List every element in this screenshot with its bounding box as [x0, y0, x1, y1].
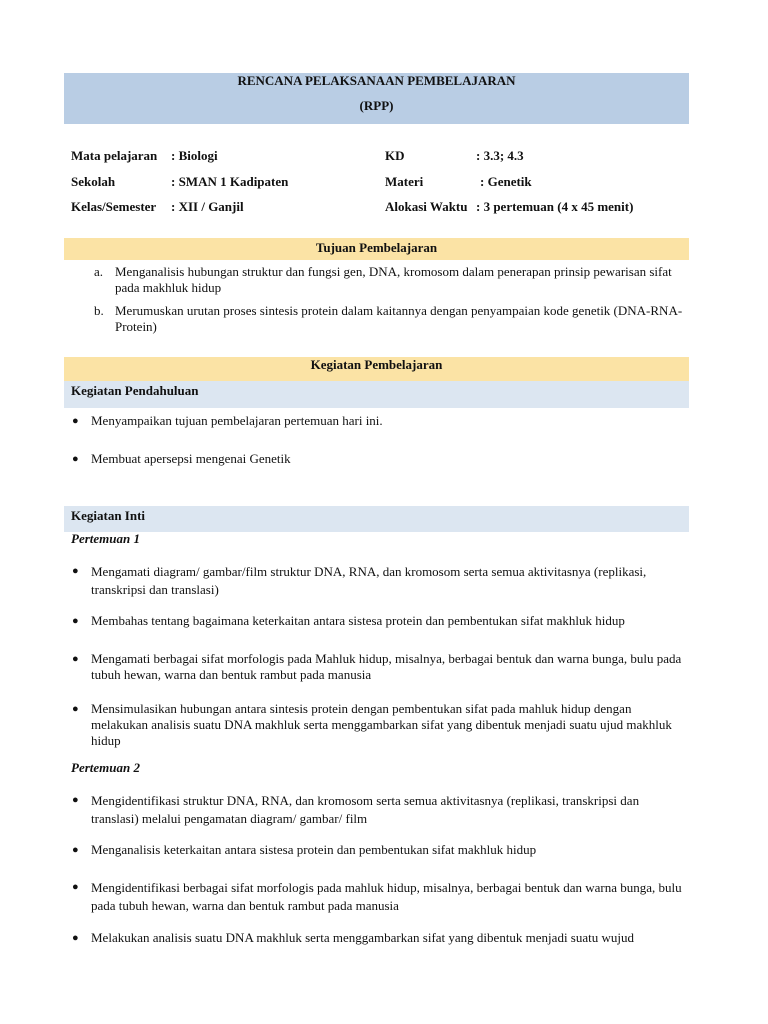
inti-heading: Kegiatan Inti	[64, 506, 689, 532]
bullet-icon: ●	[72, 794, 79, 806]
kegiatan-heading: Kegiatan Pembelajaran	[64, 357, 689, 381]
pendahuluan-heading: Kegiatan Pendahuluan	[64, 381, 689, 408]
list-item-text: Mengamati berbagai sifat morfologis pada Mahluk hidup, misalnya, berbagai bentuk dan warna bunga, bulu pada tubuh hewan, warna dan bentuk rambut pada manusia	[91, 651, 682, 682]
info-mapel-value: : Biologi	[171, 148, 218, 163]
info-materi-label: Materi	[385, 174, 424, 189]
bullet-icon: ●	[72, 565, 79, 577]
bullet-icon: ●	[72, 653, 79, 665]
bullet-icon: ●	[72, 881, 79, 893]
info-sekolah-value: : SMAN 1 Kadipaten	[171, 174, 289, 189]
list-item-text: Mengamati diagram/ gambar/film struktur DNA, RNA, dan kromosom serta semua aktivitasnya (replikasi, transkripsi dan translasi)	[91, 564, 647, 597]
bullet-icon: ●	[72, 703, 79, 715]
document-subtitle: (RPP)	[359, 98, 394, 113]
pertemuan-2-label: Pertemuan 2	[71, 760, 140, 775]
list-item-text: Membuat apersepsi mengenai Genetik	[91, 451, 291, 466]
info-materi-value: : Genetik	[480, 174, 532, 189]
bullet-icon: ●	[72, 615, 79, 627]
pertemuan-1-label: Pertemuan 1	[71, 531, 140, 546]
info-alokasi-label: Alokasi Waktu	[385, 199, 468, 214]
info-alokasi-value: : 3 pertemuan (4 x 45 menit)	[476, 199, 634, 214]
info-kd-value: : 3.3; 4.3	[476, 148, 524, 163]
info-kelas-label: Kelas/Semester	[71, 199, 157, 214]
list-item-text: Menganalisis keterkaitan antara sistesa protein dan pembentukan sifat makhluk hidup	[91, 842, 537, 857]
list-item-text: Menyampaikan tujuan pembelajaran pertemuan hari ini.	[91, 413, 383, 428]
bullet-icon: ●	[72, 844, 79, 856]
list-item-text: Mengidentifikasi struktur DNA, RNA, dan kromosom serta semua aktivitasnya (replikasi, transkripsi dan translasi) melalui pengamatan diagram/ gambar/ film	[91, 793, 640, 826]
tujuan-item-text: Menganalisis hubungan struktur dan fungsi gen, DNA, kromosom dalam penerapan prinsip pewarisan sifat pada makhluk hidup	[115, 264, 672, 295]
tujuan-item-text: Merumuskan urutan proses sintesis protein dalam kaitannya dengan penyampaian kode genetik (DNA-RNA-Protein)	[115, 303, 683, 334]
list-item-text: Mengidentifikasi berbagai sifat morfologis pada mahluk hidup, misalnya, berbagai bentuk dan warna bunga, bulu pada tubuh hewan, warna dan bentuk rambut pada manusia	[91, 880, 682, 913]
list-item-text: Membahas tentang bagaimana keterkaitan antara sistesa protein dan pembentukan sifat makhluk hidup	[91, 613, 625, 628]
tujuan-item-marker: a.	[94, 264, 104, 279]
tujuan-item-marker: b.	[94, 303, 104, 318]
document-title: RENCANA PELAKSANAAN PEMBELAJARAN	[237, 73, 516, 88]
title-banner	[64, 73, 689, 124]
info-mapel-label: Mata pelajaran	[71, 148, 158, 163]
list-item-text: Mensimulasikan hubungan antara sintesis protein dengan pembentukan sifat pada mahluk hidup dengan melakukan analisis suatu DNA makhluk serta menggambarkan sifat yang dibentuk menjadi suatu ujud makhluk hidup	[91, 701, 672, 748]
info-kd-label: KD	[385, 148, 405, 163]
tujuan-heading: Tujuan Pembelajaran	[64, 238, 689, 260]
list-item-text: Melakukan analisis suatu DNA makhluk serta menggambarkan sifat yang dibentuk menjadi suatu wujud	[91, 930, 634, 945]
bullet-icon: ●	[72, 415, 79, 427]
bullet-icon: ●	[72, 453, 79, 465]
info-kelas-value: : XII / Ganjil	[171, 199, 244, 214]
info-sekolah-label: Sekolah	[71, 174, 116, 189]
bullet-icon: ●	[72, 932, 79, 944]
